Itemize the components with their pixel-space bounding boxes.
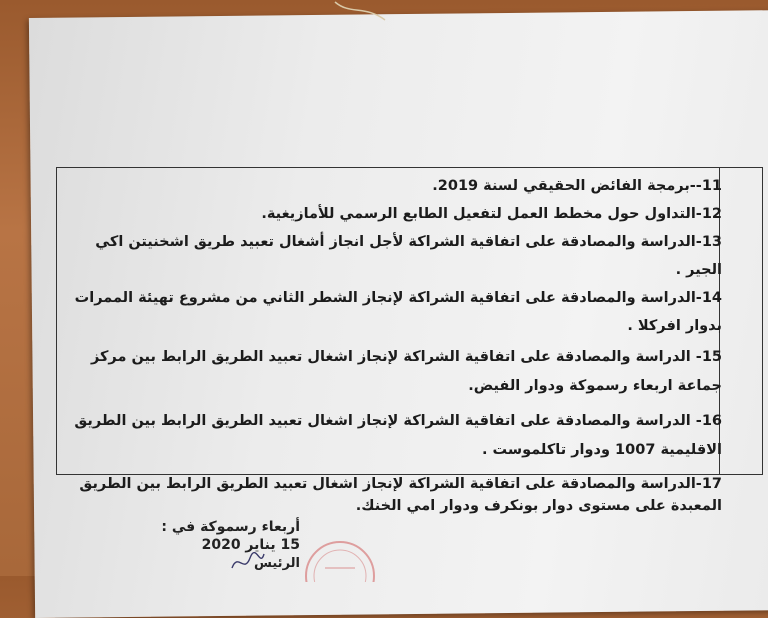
agenda-item-12: 12-التداول حول مخطط العمل لتفعيل الطابع الرسمي للأمازيغية. xyxy=(261,206,722,222)
signature-block xyxy=(150,518,300,572)
date-line: أربعاء رسموكة في : 15 يناير 2020 xyxy=(161,519,300,553)
signatory-title: الرئيس xyxy=(254,556,300,571)
agenda-item-15: 15- الدراسة والمصادقة على اتفاقية الشراكة لإنجاز اشغال تعبيد الطريق الرابط بين مركز جماعة اربعاء رسموكة ودوار الفيض. xyxy=(90,349,722,394)
agenda-item-14: 14-الدراسة والمصادقة على اتفاقية الشراكة لإنجاز الشطر الثاني من مشروع تهيئة الممرات بدوار افركلا . xyxy=(74,290,722,334)
agenda-item-11: 11--برمجة الفائض الحقيقي لسنة 2019. xyxy=(432,178,722,194)
agenda-item-16: 16- الدراسة والمصادقة على اتفاقية الشراكة لإنجاز اشغال تعبيد الطريق الرابط بين الطريق الاقليمية 1007 ودوار تاكلموست . xyxy=(74,413,722,458)
handwritten-signature xyxy=(228,548,268,580)
agenda-item-13: 13-الدراسة والمصادقة على اتفاقية الشراكة لأجل انجاز أشغال تعبيد طريق اشخنيتن اكي الجير . xyxy=(95,234,722,278)
official-stamp xyxy=(300,532,380,586)
agenda-list xyxy=(64,170,722,517)
thread xyxy=(330,0,390,34)
agenda-item-17: 17-الدراسة والمصادقة على اتفاقية الشراكة لإنجاز اشغال تعبيد الطريق الرابط بين الطريق المعبدة على مستوى دوار بونكرف ودوار امي الخنك. xyxy=(79,476,722,514)
